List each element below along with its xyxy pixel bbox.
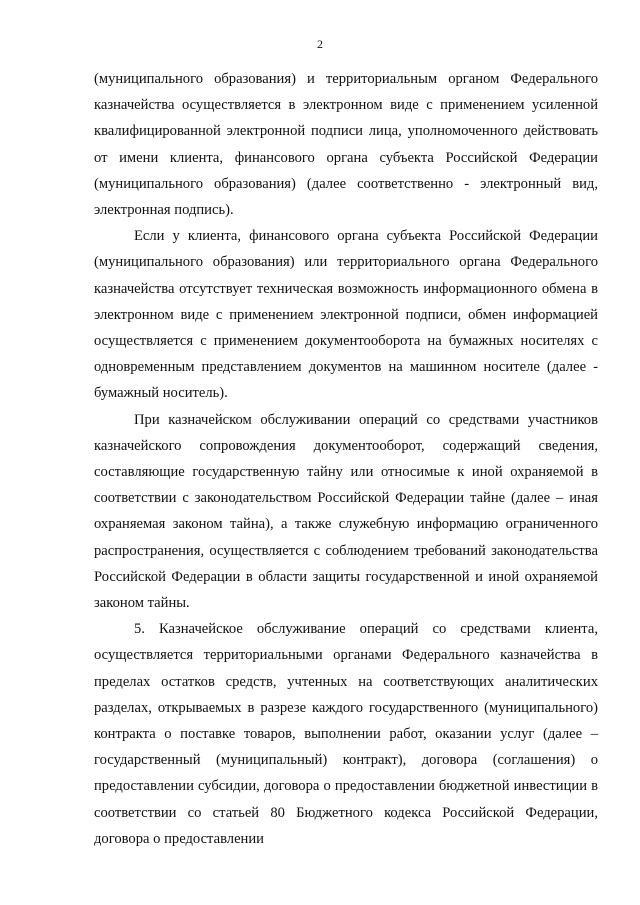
document-body <box>94 66 598 852</box>
page-number: 2 <box>317 37 323 51</box>
paragraph-continuation: (муниципального образования) и территориальным органом Федерального казначейства осуществляется в электронном виде с применением усиленной квалифицированной электронной подписи лица, уполномоченного действовать от имени клиента, финансового органа субъекта Российской Федерации (муниципального образования) (далее соответственно - электронный вид, электронная подпись). <box>94 71 598 219</box>
paragraph-electronic-signature-absence: Если у клиента, финансового органа субъекта Российской Федерации (муниципального образования) или территориального органа Федерального казначейства отсутствует техническая возможность информационного обмена в электронном виде с применением электронной подписи, обмен информацией осуществляется с применением документооборота на бумажных носителях с одновременным представлением документов на машинном носителе (далее - бумажный носитель). <box>94 228 598 402</box>
paragraph-clause-5: 5. Казначейское обслуживание операций со средствами клиента, осуществляется территориальными органами Федерального казначейства в пределах остатков средств, учтенных на соответствующих аналитических разделах, открываемых в разрезе каждого государственного (муниципального) контракта о поставке товаров, выполнении работ, оказании услуг (далее – государственный (муниципальный) контракт), договора (соглашения) о предоставлении субсидии, договора о предоставлении бюджетной инвестиции в соответствии со статьей 80 Бюджетного кодекса Российской Федерации, договора о предоставлении <box>94 621 598 847</box>
paragraph-classified-document-flow: При казначейском обслуживании операций со средствами участников казначейского сопровождения документооборот, содержащий сведения, составляющие государственную тайну или относимые к иной охраняемой в соответствии с законодательством Российской Федерации тайне (далее – иная охраняемая законом тайна), а также служебную информацию ограниченного распространения, осуществляется с соблюдением требований законодательства Российской Федерации в области защиты государственной и иной охраняемой законом тайны. <box>94 411 598 612</box>
